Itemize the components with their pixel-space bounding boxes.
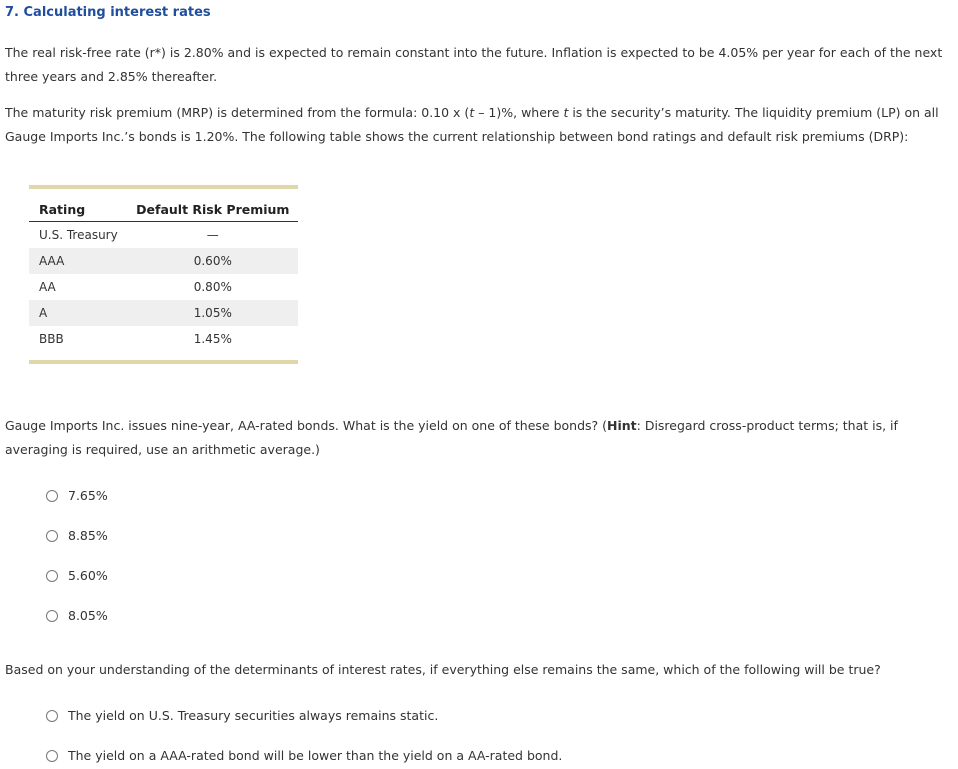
section-title: 7. Calculating interest rates bbox=[5, 5, 211, 20]
table-header-row bbox=[29, 197, 298, 222]
option-label: 8.85% bbox=[68, 528, 108, 543]
option-label: The yield on U.S. Treasury securities always remains static. bbox=[68, 708, 439, 723]
table-row bbox=[29, 248, 298, 274]
drp-cell: 1.45% bbox=[193, 332, 232, 346]
answer-option-2[interactable] bbox=[46, 528, 108, 543]
drp-table bbox=[29, 197, 298, 352]
rating-cell: AA bbox=[39, 280, 56, 294]
radio-button[interactable] bbox=[46, 750, 58, 762]
drp-cell: 0.80% bbox=[193, 280, 232, 294]
mrp-var-t2: t bbox=[563, 105, 569, 120]
option-label: 7.65% bbox=[68, 488, 108, 503]
question-1-text-b: : Disregard cross-product terms; that is, if averaging is required, use an arithmetic average.) bbox=[5, 418, 898, 457]
rating-cell: AAA bbox=[29, 248, 128, 274]
drp-cell: 1.05% bbox=[128, 300, 298, 326]
header-drp: Default Risk Premium bbox=[128, 197, 298, 222]
table-row bbox=[29, 222, 298, 249]
intro-paragraph: The real risk-free rate (r*) is 2.80% and is expected to remain constant into the future. Inflation is expected to be 4.05% per year for each of the next three years and 2.85% thereafter. bbox=[5, 45, 943, 84]
radio-button[interactable] bbox=[46, 710, 58, 722]
answer-option-4[interactable] bbox=[46, 608, 108, 623]
mrp-text-a: The maturity risk premium (MRP) is determined from the formula: 0.10 x ( bbox=[5, 105, 470, 120]
mrp-text-b: – 1)%, where bbox=[474, 105, 564, 120]
answer-option-3[interactable] bbox=[46, 568, 108, 583]
mrp-var-t1: t bbox=[469, 105, 475, 120]
option-label: 8.05% bbox=[68, 608, 108, 623]
radio-button[interactable] bbox=[46, 530, 58, 542]
rating-cell: U.S. Treasury bbox=[39, 228, 118, 242]
radio-button[interactable] bbox=[46, 610, 58, 622]
table-row bbox=[29, 300, 298, 326]
rating-cell: A bbox=[29, 300, 128, 326]
header-rating: Rating bbox=[29, 197, 128, 222]
drp-cell: — bbox=[206, 228, 219, 242]
drp-cell: 0.60% bbox=[128, 248, 298, 274]
question-1-text-a: Gauge Imports Inc. issues nine-year, AA-rated bonds. What is the yield on one of these bonds? ( bbox=[5, 418, 608, 433]
option-label: 5.60% bbox=[68, 568, 108, 583]
table-row bbox=[29, 326, 298, 352]
radio-button[interactable] bbox=[46, 490, 58, 502]
rating-cell: BBB bbox=[39, 332, 64, 346]
option-label: The yield on a AAA-rated bond will be lower than the yield on a AA-rated bond. bbox=[68, 748, 563, 763]
table-row bbox=[29, 274, 298, 300]
hint-label: Hint bbox=[607, 418, 637, 433]
question-1 bbox=[5, 414, 945, 462]
question-2: Based on your understanding of the determinants of interest rates, if everything else remains the same, which of the following will be true? bbox=[5, 662, 881, 677]
radio-button[interactable] bbox=[46, 570, 58, 582]
answer-option-1[interactable] bbox=[46, 488, 108, 503]
statement-option-1[interactable] bbox=[46, 708, 438, 723]
drp-table-container bbox=[29, 185, 298, 364]
statement-option-2[interactable] bbox=[46, 748, 562, 763]
mrp-paragraph bbox=[5, 101, 945, 149]
mrp-text-c: is the security’s maturity. The liquidity premium (LP) on all Gauge Imports Inc.’s bonds is 1.20%. The following table shows the current relationship between bond ratings and default risk premiums (DRP): bbox=[5, 105, 939, 144]
